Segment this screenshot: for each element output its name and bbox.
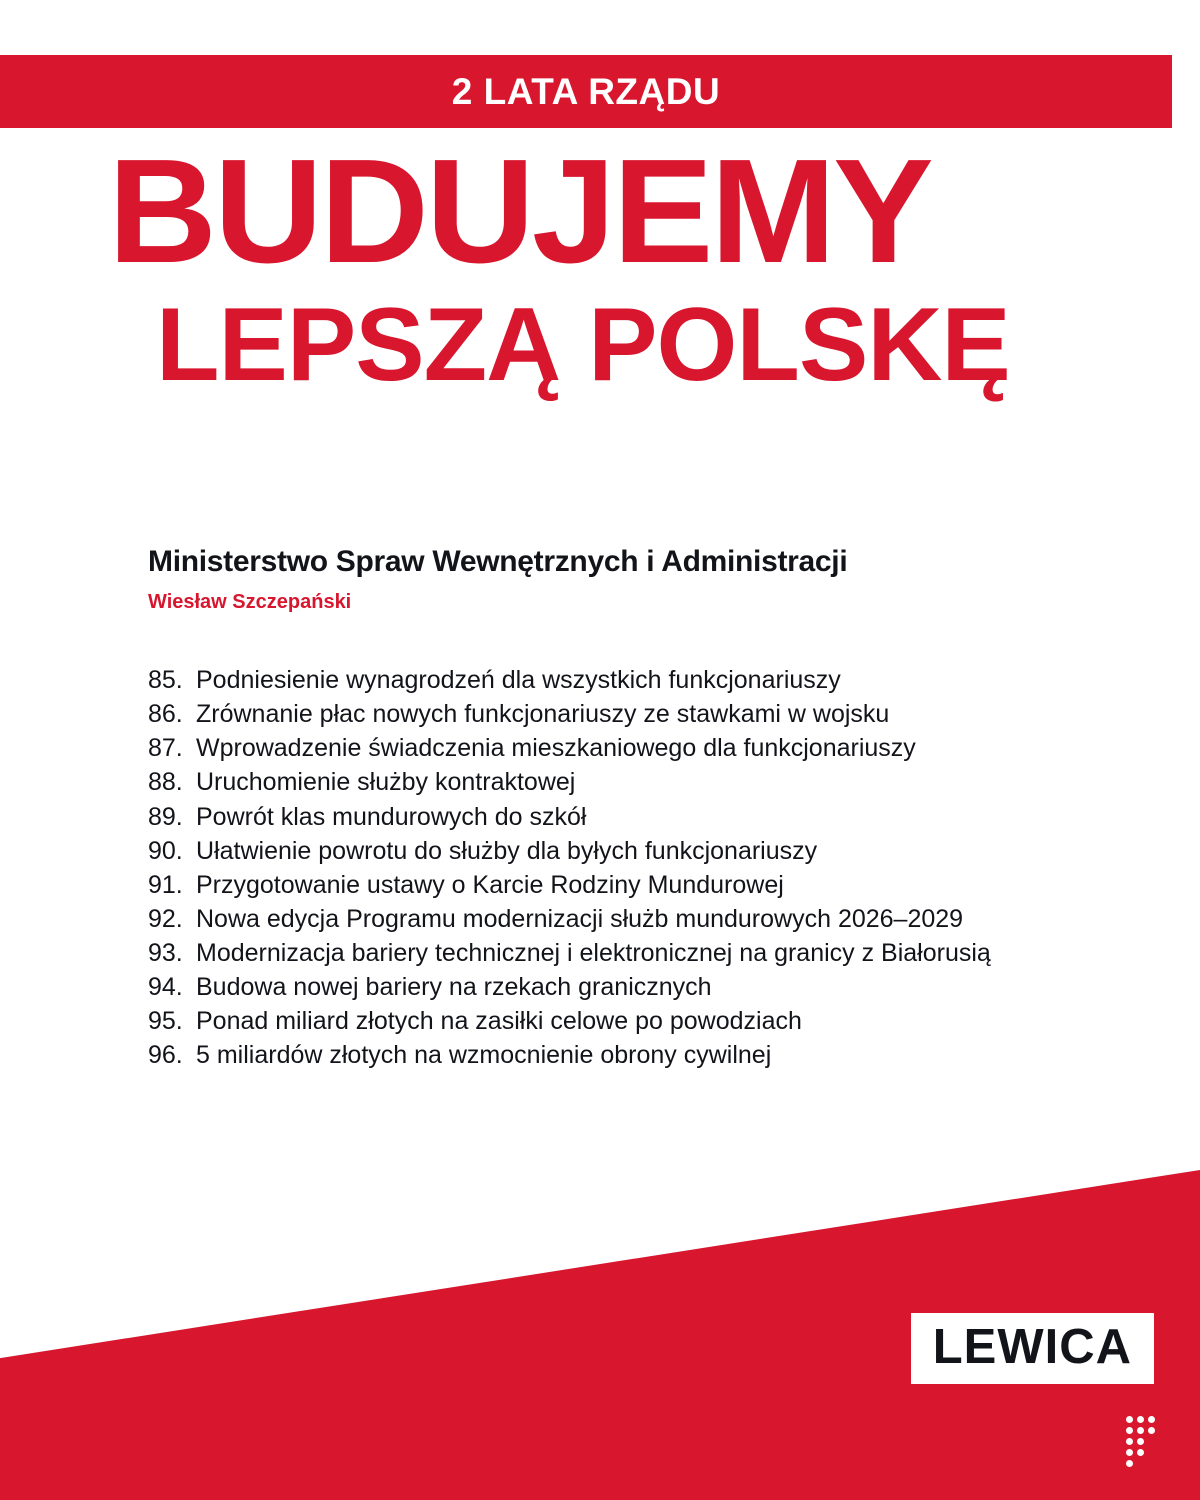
list-item-number: 93. bbox=[148, 939, 183, 967]
list-item-text: 5 miliardów złotych na wzmocnienie obrony cywilnej bbox=[196, 1041, 772, 1070]
lewica-logo bbox=[911, 1313, 1154, 1384]
list-item-number: 90. bbox=[148, 836, 183, 865]
list-item bbox=[148, 902, 1128, 936]
list-item-number: 94. bbox=[148, 973, 183, 1002]
list-item-text: Powrót klas mundurowych do szkół bbox=[196, 802, 587, 831]
list-item-number: 88. bbox=[148, 768, 183, 797]
list-item-number: 85. bbox=[148, 666, 183, 694]
list-item-text: Podniesienie wynagrodzeń dla wszystkich funkcjonariuszy bbox=[196, 666, 841, 694]
promise-list bbox=[148, 663, 1128, 1073]
dot-triangle-icon bbox=[1126, 1416, 1170, 1472]
minister-name: Wiesław Szczepański bbox=[148, 591, 352, 613]
list-item-text: Zrównanie płac nowych funkcjonariuszy ze stawkami w wojsku bbox=[196, 700, 890, 729]
list-item bbox=[148, 800, 1128, 834]
list-item bbox=[148, 868, 1128, 902]
top-banner-title: 2 LATA RZĄDU bbox=[451, 70, 721, 112]
headline bbox=[108, 129, 1118, 404]
list-item bbox=[148, 1004, 1128, 1038]
list-item-number: 89. bbox=[148, 802, 183, 831]
list-item-number: 96. bbox=[148, 1041, 183, 1070]
list-item-number: 92. bbox=[148, 904, 183, 933]
list-item-number: 95. bbox=[148, 1007, 183, 1036]
list-item-text: Budowa nowej bariery na rzekach granicznych bbox=[196, 973, 712, 1002]
list-item-text: Ułatwienie powrotu do służby dla byłych funkcjonariuszy bbox=[196, 836, 818, 865]
list-item-text: Modernizacja bariery technicznej i elektronicznej na granicy z Białorusią bbox=[196, 939, 991, 967]
list-item bbox=[148, 936, 1128, 970]
list-item-number: 86. bbox=[148, 700, 183, 729]
list-item-number: 91. bbox=[148, 870, 183, 899]
list-item bbox=[148, 970, 1128, 1004]
list-item-number: 87. bbox=[148, 734, 183, 763]
list-item-text: Przygotowanie ustawy o Karcie Rodziny Mundurowej bbox=[196, 870, 784, 899]
ministry-block bbox=[148, 545, 1098, 614]
headline-line-1: BUDUJEMY bbox=[108, 129, 931, 294]
list-item-text: Nowa edycja Programu modernizacji służb mundurowych 2026–2029 bbox=[196, 904, 964, 933]
lewica-logo-text: LEWICA bbox=[932, 1320, 1132, 1374]
list-item-text: Wprowadzenie świadczenia mieszkaniowego dla funkcjonariuszy bbox=[196, 734, 916, 763]
list-item bbox=[148, 731, 1128, 765]
list-item bbox=[148, 834, 1128, 868]
list-item bbox=[148, 663, 1128, 697]
list-item-text: Uruchomienie służby kontraktowej bbox=[196, 768, 576, 797]
top-banner bbox=[0, 55, 1172, 128]
list-item bbox=[148, 1038, 1128, 1072]
list-item bbox=[148, 697, 1128, 731]
ministry-name: Ministerstwo Spraw Wewnętrznych i Administracji bbox=[148, 545, 848, 578]
list-item bbox=[148, 765, 1128, 799]
list-item-text: Ponad miliard złotych na zasiłki celowe po powodziach bbox=[196, 1007, 802, 1036]
headline-line-2: LEPSZĄ POLSKĘ bbox=[156, 287, 1010, 404]
